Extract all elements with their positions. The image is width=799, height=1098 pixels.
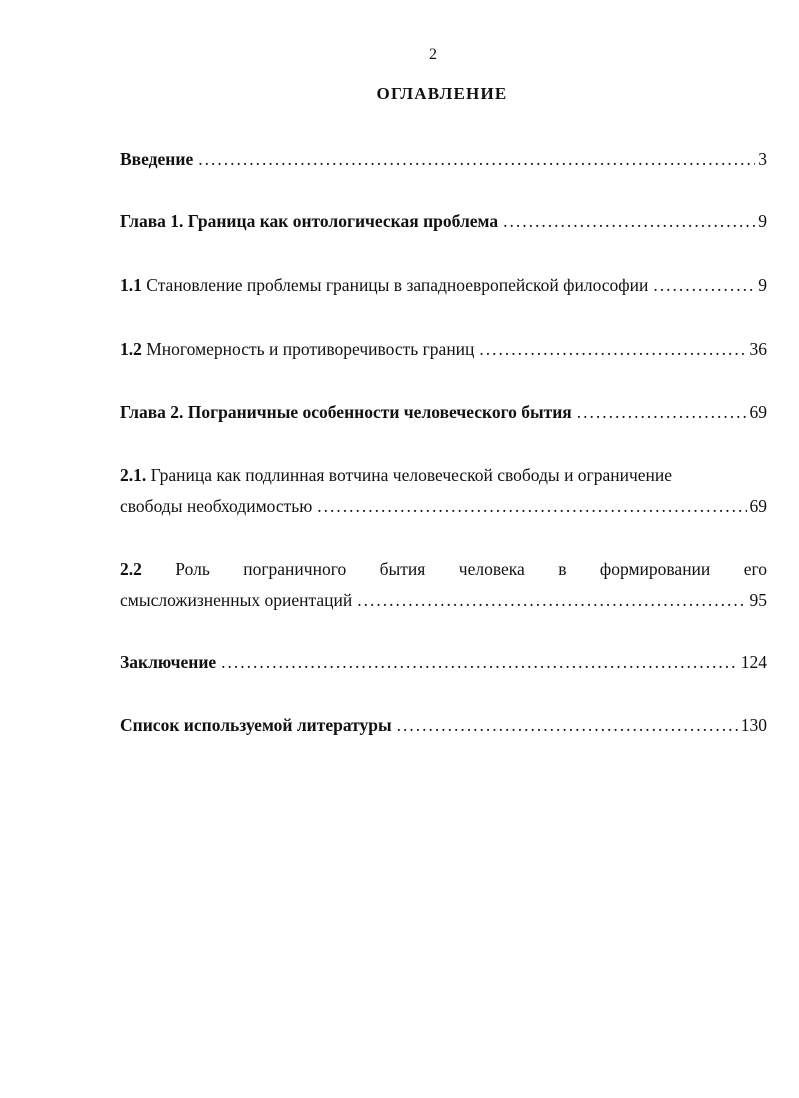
toc-entry-number: 1.2 (120, 339, 142, 359)
toc-entry-introduction[interactable] (120, 148, 767, 170)
toc-entry-text: свободы необходимостью (120, 496, 313, 516)
toc-entry-section-1-2[interactable] (120, 338, 767, 360)
dot-leader (357, 589, 746, 611)
dot-leader (397, 714, 738, 736)
toc-entry-page: 9 (758, 211, 767, 231)
toc-entry-page: 130 (740, 715, 767, 735)
toc-entry-text: Граница как подлинная вотчина человеческой свободы и ограничение (150, 465, 673, 485)
dot-leader (479, 338, 746, 360)
toc-entry-section-1-1[interactable] (120, 274, 767, 296)
toc-entry-text: Список используемой литературы (120, 715, 392, 735)
toc-entry-text: Многомерность и противоречивость границ (146, 339, 475, 359)
toc-title: ОГЛАВЛЕНИЕ (376, 84, 508, 103)
toc-entry-text: Глава 1. Граница как онтологическая проблема (120, 211, 499, 231)
toc-entry-word: в (558, 559, 567, 579)
dot-leader (653, 274, 755, 296)
toc-entry-word: человека (458, 559, 525, 579)
toc-entry-word: его (743, 559, 767, 579)
dot-leader (317, 495, 746, 517)
toc-entry-number: 1.1 (120, 275, 142, 295)
dot-leader (503, 210, 755, 232)
toc-entry-page: 69 (749, 496, 767, 516)
toc-entry-page: 3 (758, 149, 767, 169)
dot-leader (577, 401, 747, 423)
toc-entry-word: пограничного (243, 559, 347, 579)
toc-entry-section-2-2-line-1[interactable] (120, 558, 767, 580)
toc-entry-chapter-1[interactable] (120, 210, 767, 232)
toc-entry-bibliography[interactable] (120, 714, 767, 736)
toc-entry-word: бытия (379, 559, 426, 579)
toc-entry-number: 2.1. (120, 465, 147, 485)
toc-entry-section-2-1-line-2[interactable] (120, 495, 767, 517)
toc-entry-page: 36 (749, 339, 767, 359)
toc-entry-conclusion[interactable] (120, 651, 767, 673)
toc-entry-page: 124 (740, 652, 767, 672)
dot-leader (198, 148, 755, 170)
toc-entry-page: 95 (749, 590, 767, 610)
toc-entry-page: 69 (749, 402, 767, 422)
toc-entry-text: Глава 2. Пограничные особенности человеческого бытия (120, 402, 572, 422)
page-number: 2 (429, 46, 437, 63)
dot-leader (221, 651, 738, 673)
toc-entry-text: Становление проблемы границы в западноевропейской философии (146, 275, 649, 295)
toc-entry-text: смысложизненных ориентаций (120, 590, 353, 610)
toc-entry-word: формировании (599, 559, 711, 579)
toc-entry-section-2-2-line-2[interactable] (120, 589, 767, 611)
toc-entry-text: Введение (120, 149, 194, 169)
toc-entry-page: 9 (758, 275, 767, 295)
toc-entry-word: Роль (175, 559, 210, 579)
toc-entry-number: 2.2 (120, 559, 142, 579)
toc-entry-section-2-1-line-1[interactable] (120, 464, 767, 486)
toc-entry-text: Заключение (120, 652, 217, 672)
toc-entry-chapter-2[interactable] (120, 401, 767, 423)
